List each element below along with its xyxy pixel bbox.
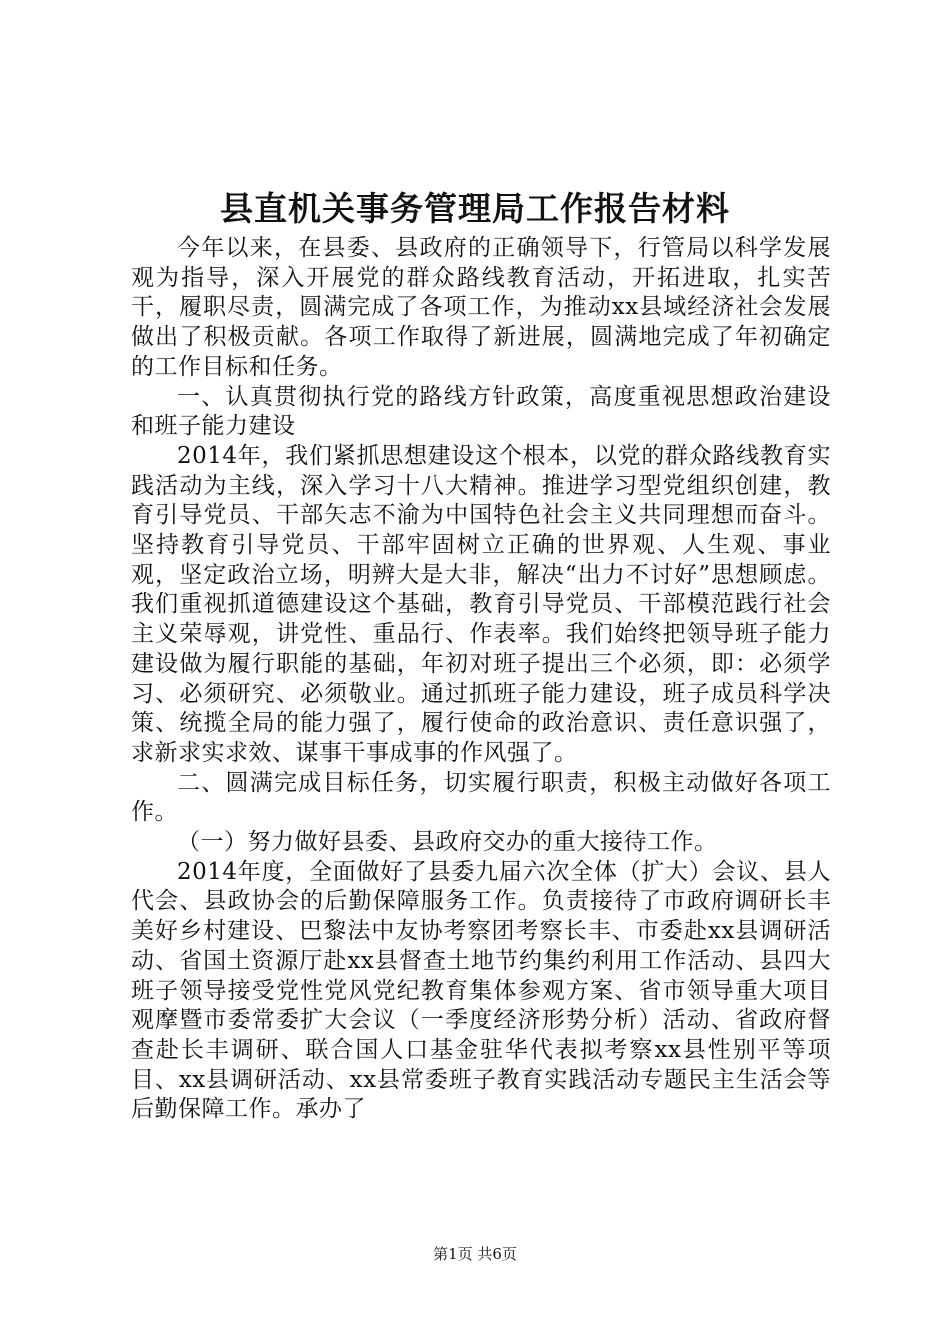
page-number-footer: 第1页 共6页 bbox=[433, 1245, 517, 1263]
paragraph-section-1-heading: 一、认真贯彻执行党的路线方针政策，高度重视思想政治建设和班子能力建设 bbox=[131, 383, 831, 440]
paragraph-subsection-1-heading: （一）努力做好县委、县政府交办的重大接待工作。 bbox=[177, 829, 718, 856]
paragraph-section-1-body: 2014年，我们紧抓思想建设这个根本，以党的群众路线教育实践活动为主线，深入学习十八大精神。推进学习型党组织创建，教育引导党员、干部矢志不渝为中国特色社会主义共同理想而奋斗。坚持教育引导党员、干部牢固树立正确的世界观、人生观、事业观，坚定政治立场，明辨大是大非，解决“出力不讨好”思想顾虑。我们重视抓道德建设这个基础，教育引导党员、干部模范践行社会主义荣辱观，讲党性、重品行、作表率。我们始终把领导班子能力建设做为履行职能的基础，年初对班子提出三个必须，即：必须学习、必须研究、必须敬业。通过抓班子能力建设，班子成员科学决策、统揽全局的能力强了，履行使命的政治意识、责任意识强了，求新求实求效、谋事干事成事的作风强了。 bbox=[131, 442, 831, 766]
document-title: 县直机关事务管理局工作报告材料 bbox=[220, 189, 730, 228]
document-body bbox=[131, 234, 831, 1125]
paragraph-section-2-heading: 二、圆满完成目标任务，切实履行职责，积极主动做好各项工作。 bbox=[131, 769, 831, 826]
paragraph-intro: 今年以来，在县委、县政府的正确领导下，行管局以科学发展观为指导，深入开展党的群众路线教育活动，开拓进取，扎实苦干，履职尽责，圆满完成了各项工作，为推动xx县域经济社会发展做出了积极贡献。各项工作取得了新进展，圆满地完成了年初确定的工作目标和任务。 bbox=[131, 235, 831, 380]
paragraph-subsection-1-body: 2014年度，全面做好了县委九届六次全体（扩大）会议、县人代会、县政协会的后勤保障服务工作。负责接待了市政府调研长丰美好乡村建设、巴黎法中友协考察团考察长丰、市委赴xx县调研活动、省国土资源厅赴xx县督查土地节约集约利用工作活动、县四大班子领导接受党性党风党纪教育集体参观方案、省市领导重大项目观摩暨市委常委扩大会议（一季度经济形势分析）活动、省政府督查赴长丰调研、联合国人口基金驻华代表拟考察xx县性别平等项目、xx县调研活动、xx县常委班子教育实践活动专题民主生活会等后勤保障工作。承办了 bbox=[131, 858, 831, 1123]
